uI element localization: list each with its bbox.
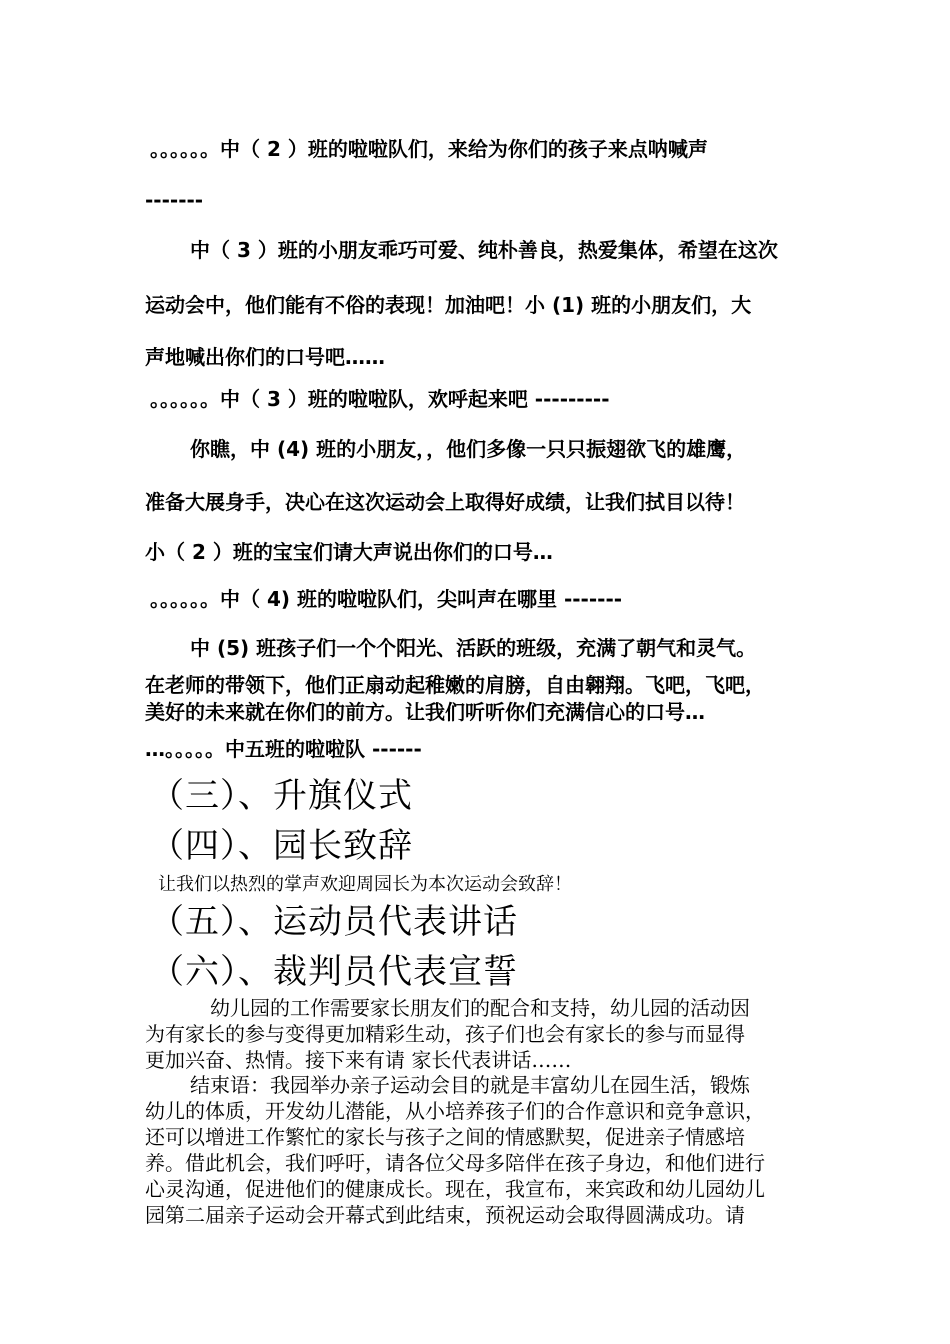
- principal-announcement: 让我们以热烈的掌声欢迎周园长为本次运动会致辞！: [158, 874, 572, 895]
- closing-paragraph: [145, 1072, 825, 1228]
- paragraph-middle-4: [145, 437, 825, 565]
- paragraph-line: 园第二届亲子运动会开幕式到此结束，预祝运动会取得圆满成功。请: [145, 1203, 745, 1227]
- paragraph-line: 还可以增进工作繁忙的家长与孩子之间的情感默契，促进亲子情感培: [145, 1125, 745, 1149]
- cheer-line-middle-4: 。。。。。。中（ 4) 班的啦啦队们，尖叫声在哪里 -------: [150, 587, 623, 611]
- paragraph-line: 在老师的带领下，他们正扇动起稚嫩的肩膀，自由翱翔。飞吧，飞吧，: [145, 673, 765, 697]
- cheer-line-middle-2: 。。。。。。中（ 2 ）班的啦啦队们，来给为你们的孩子来点呐喊声: [150, 137, 708, 161]
- section-heading-flag-ceremony: （三）、升旗仪式: [150, 776, 413, 816]
- cheer-line-middle-3: 。。。。。。中（ 3 ）班的啦啦队，欢呼起来吧 ---------: [150, 387, 610, 411]
- section-heading-referee-oath: （六）、裁判员代表宣誓: [150, 952, 518, 992]
- paragraph-line: 为有家长的参与变得更加精彩生动，孩子们也会有家长的参与而显得: [145, 1022, 745, 1046]
- paragraph-line: 幼儿园的工作需要家长朋友们的配合和支持，幼儿园的活动因: [210, 996, 750, 1020]
- section-heading-athlete-speech: （五）、运动员代表讲话: [150, 902, 518, 942]
- paragraph-line: 养。借此机会，我们呼吁，请各位父母多陪伴在孩子身边，和他们进行: [145, 1151, 765, 1175]
- parents-paragraph: [145, 995, 825, 1073]
- paragraph-middle-5: [145, 636, 825, 762]
- section-heading-principal-speech: （四）、园长致辞: [150, 826, 413, 866]
- paragraph-middle-3: [145, 238, 825, 370]
- paragraph-line: 心灵沟通，促进他们的健康成长。现在，我宣布，来宾政和幼儿园幼儿: [145, 1177, 765, 1201]
- paragraph-line: 运动会中，他们能有不俗的表现！加油吧！小 (1) 班的小朋友们，大: [145, 293, 752, 317]
- paragraph-line: 中 (5) 班孩子们一个个阳光、活跃的班级，充满了朝气和灵气。: [190, 636, 757, 660]
- paragraph-line: 你瞧，中 (4) 班的小朋友，，他们多像一只只振翅欲飞的雄鹰，: [190, 437, 747, 461]
- dash-line: -------: [145, 188, 204, 212]
- paragraph-line: 中（ 3 ）班的小朋友乖巧可爱、纯朴善良，热爱集体，希望在这次: [190, 238, 778, 262]
- paragraph-line: 小（ 2 ）班的宝宝们请大声说出你们的口号…: [145, 540, 553, 564]
- paragraph-line: 准备大展身手，决心在这次运动会上取得好成绩，让我们拭目以待！: [145, 490, 745, 514]
- paragraph-line: 结束语：我园举办亲子运动会目的就是丰富幼儿在园生活，锻炼: [190, 1073, 750, 1097]
- paragraph-line: 幼儿的体质，开发幼儿潜能，从小培养孩子们的合作意识和竞争意识，: [145, 1099, 765, 1123]
- paragraph-line: …。。。。。中五班的啦啦队 ------: [145, 737, 422, 761]
- paragraph-line: 更加兴奋、热情。接下来有请 家长代表讲话……: [145, 1048, 572, 1072]
- paragraph-line: 声地喊出你们的口号吧……: [145, 345, 385, 369]
- paragraph-line: 美好的未来就在你们的前方。让我们听听你们充满信心的口号…: [145, 700, 705, 724]
